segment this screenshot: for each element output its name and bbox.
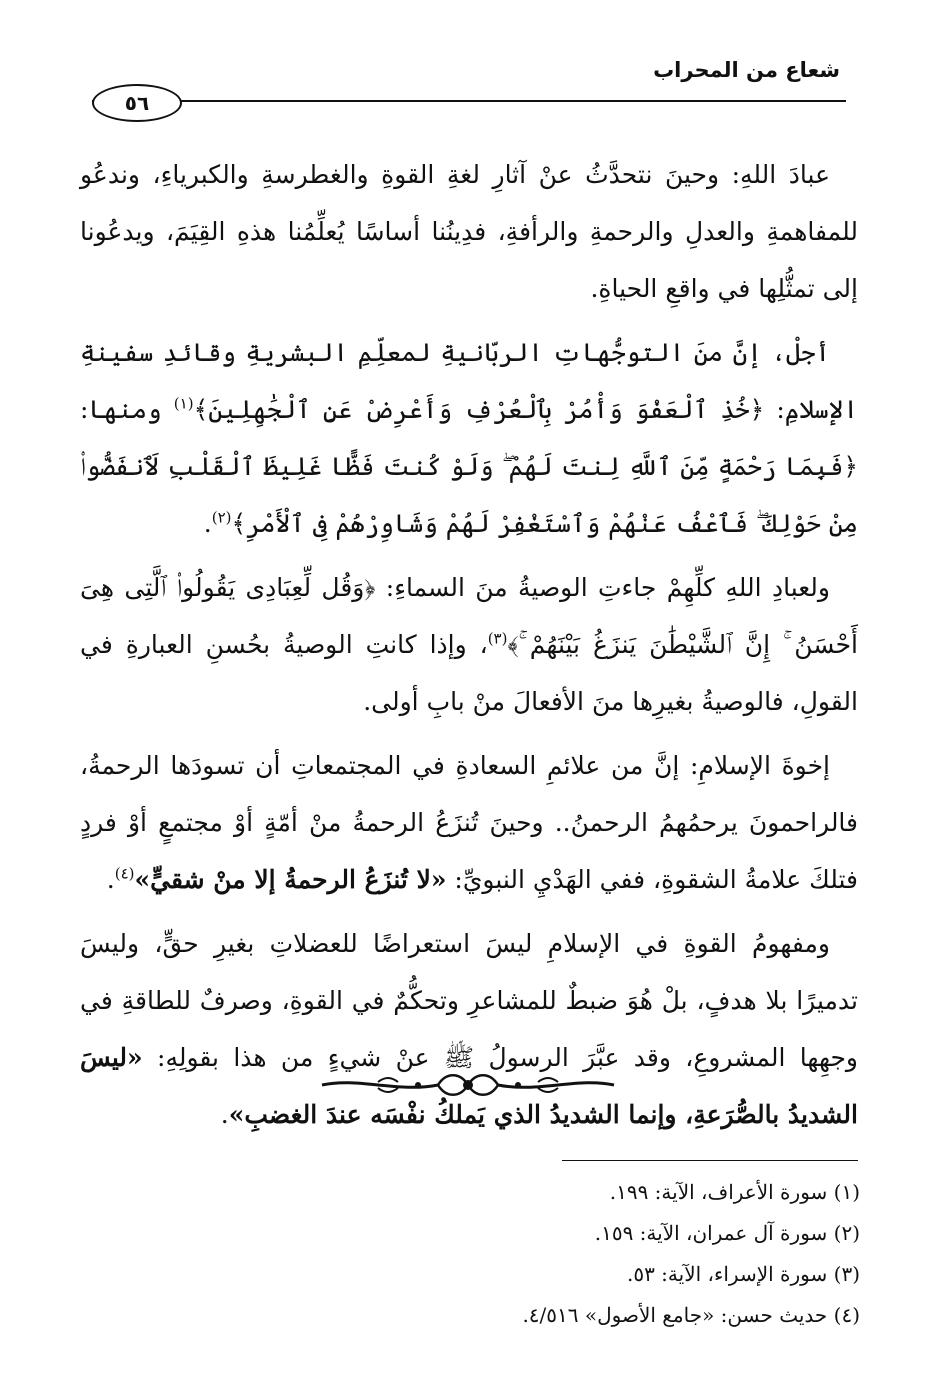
body-text-segment: ومفهومُ القوةِ في الإسلامِ ليسَ استعراضًا للعضلاتِ بغيرِ حقٍّ، وليسَ تدميرًا بلا هدفٍ، بلْ هُوَ ضبطٌ للمشاعرِ وتحكُّمٌ في القوةِ، وصرفٌ للطاقةِ في وجهِها المشروعِ، وقد عبَّرَ الرسولُ ﷺ عنْ شيءٍ من هذا بقولِهِ: — [80, 929, 858, 1072]
body-paragraph — [80, 737, 858, 908]
footnotes — [80, 1172, 860, 1336]
body-text-segment: ومنها: — [80, 395, 174, 424]
page-number: ٥٦ — [124, 91, 150, 115]
footnote-item: (٢) سورة آل عمران، الآية: ١٥٩. — [594, 1221, 860, 1245]
quran-verse: ﴿خُذِ ٱلْعَفْوَ وَأْمُرْ بِٱلْعُرْفِ وَأَعْرِضْ عَنِ ٱلْجَٰهِلِينَ﴾ — [193, 395, 765, 424]
running-title: شعاع من المحراب — [653, 58, 840, 82]
body-text-segment: ولعبادِ اللهِ كلِّهِمْ جاءتِ الوصيةُ منَ السماءِ: — [375, 573, 830, 602]
body-text-segment: أجلْ، إنَّ منَ التوجُّهاتِ الربّانيةِ لمعلِّمِ البشريةِ وقائدِ سفينةِ الإسلامِ: — [80, 338, 858, 424]
header-rule — [92, 100, 846, 102]
body-paragraph — [80, 915, 858, 1143]
body-text-segment: . — [203, 509, 212, 538]
quran-verse: ﴿فَبِمَا رَحْمَةٍ مِّنَ ٱللَّهِ لِنتَ لَهُمْ ۖ وَلَوْ كُنتَ فَظًّا غَلِيظَ ٱلْقَلْبِ لَٱنفَضُّوا۟ مِنْ حَوْلِكَ ۖ فَٱعْفُ عَنْهُمْ وَٱسْتَغْفِرْ لَهُمْ وَشَاوِرْهُمْ فِى ٱلْأَمْرِ﴾ — [80, 452, 858, 538]
footnote-item: (٣) سورة الإسراء، الآية: ٥٣. — [626, 1262, 860, 1286]
body-paragraph — [80, 559, 858, 730]
quran-verse: ﴿وَقُل لِّعِبَادِى يَقُولُوا۟ ٱلَّتِى هِىَ أَحْسَنُ ۚ إِنَّ ٱلشَّيْطَٰنَ يَنزَغُ بَيْنَهُمْ ۚ﴾ — [80, 573, 858, 659]
footnote-rule — [562, 1160, 858, 1161]
body-text-segment: ، وإذا كانتِ الوصيةُ بحُسنِ العبارةِ في القولِ، فالوصيةُ بغيرِها منَ الأفعالَ منْ بابِ أولى. — [80, 630, 858, 716]
hadith-quote: «ليسَ الشديدُ بالصُّرَعةِ، وإنما الشديدُ الذي يَملكُ نفْسَه عندَ الغضبِ» — [80, 1043, 858, 1129]
body-paragraph — [80, 146, 858, 317]
page-number-badge — [92, 84, 182, 122]
hadith-quote: «لا تُنزَعُ الرحمةُ إلا منْ شقيٍّ» — [134, 865, 447, 894]
body-text-segment: إخوةَ الإسلامِ: إنَّ من علائمِ السعادةِ في المجتمعاتِ أن تسودَها الرحمةُ، فالراحمونَ يرحمُهمُ الرحمنُ.. وحينَ تُنزَعُ الرحمةُ منْ أمّةٍ أوْ مجتمعٍ أوْ فردٍ فتلكَ علامةُ الشقوةِ، ففي الهَدْيِ النبويِّ: — [80, 751, 858, 894]
footnote-reference: (٣) — [487, 629, 508, 648]
footnote-reference: (١) — [173, 394, 194, 413]
body-text — [80, 146, 858, 1150]
footnote-reference: (٢) — [211, 508, 232, 527]
ornament-divider-icon — [318, 1068, 618, 1102]
footnote-item: (١) سورة الأعراف، الآية: ١٩٩. — [609, 1180, 860, 1204]
body-text-segment: . — [220, 1100, 229, 1129]
footnote-item: (٤) حديث حسن: «جامع الأصول» ٤/٥١٦. — [522, 1303, 860, 1327]
body-text-segment: . — [106, 865, 115, 894]
body-text-segment: عبادَ اللهِ: وحينَ نتحدَّثُ عنْ آثارِ لغةِ القوةِ والغطرسةِ والكبرياءِ، وندعُو للمفاهمةِ والعدلِ والرحمةِ والرأفةِ، فدِينُنا أساسًا يُعلِّمُنا هذهِ القِيَمَ، ويدعُونا إلى تمثُّلِها في واقعِ الحياةِ. — [80, 160, 858, 303]
footnote-reference: (٤) — [114, 864, 135, 883]
body-paragraph — [80, 324, 858, 552]
